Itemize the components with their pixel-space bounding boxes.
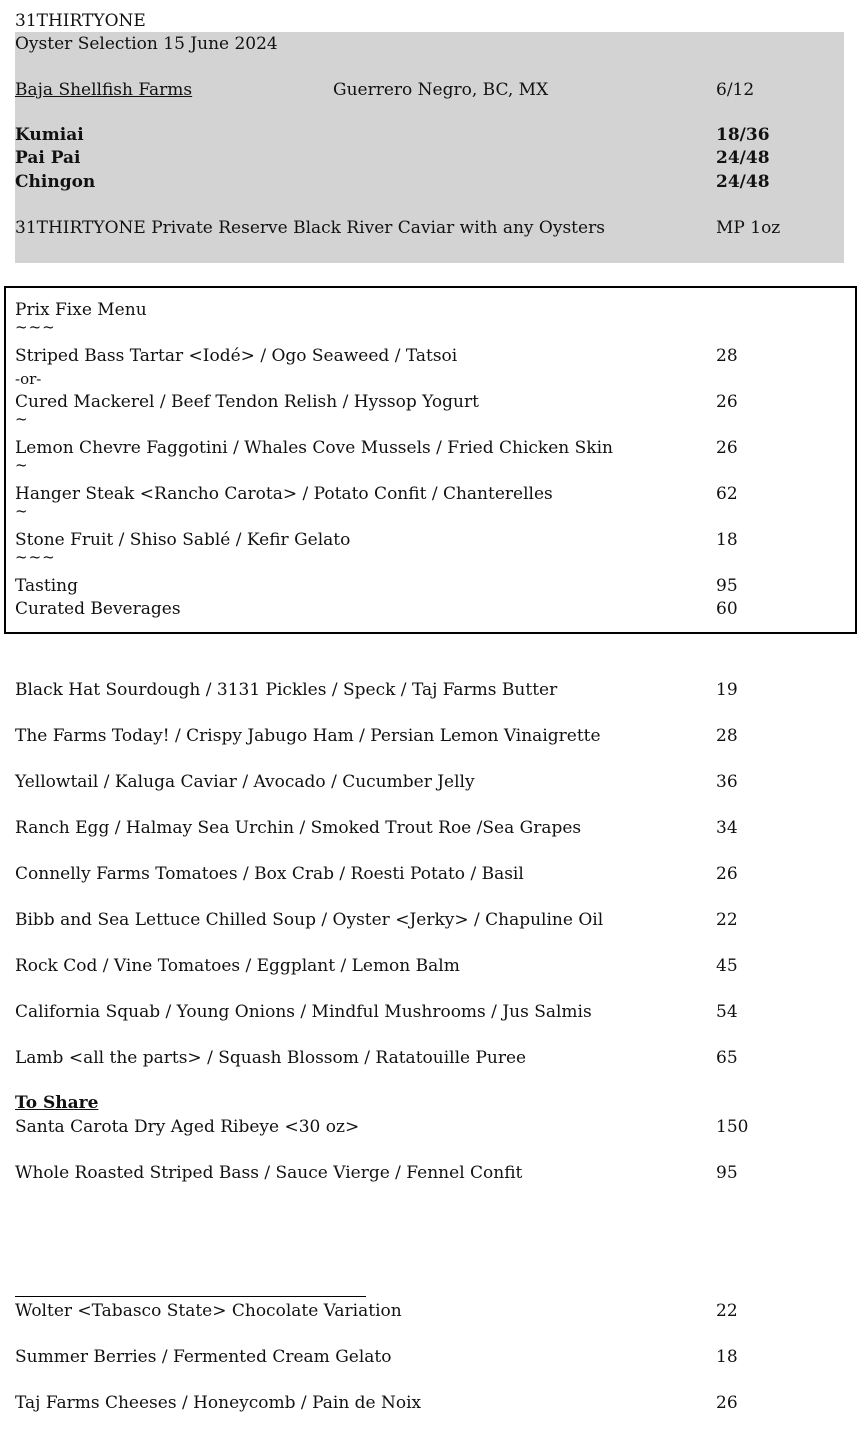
menu-item-name: Yellowtail / Kaluga Caviar / Avocado / Cucumber Jelly [15, 772, 475, 792]
prix-course-name: Lemon Chevre Faggotini / Whales Cove Mussels / Fried Chicken Skin [15, 438, 613, 458]
dessert-divider [15, 1296, 366, 1297]
or-separator: -or- [15, 370, 42, 388]
prix-course-price: 62 [716, 484, 738, 504]
dessert-item-price: 26 [716, 1393, 738, 1413]
menu-item-price: 19 [716, 680, 738, 700]
prix-course-name: Hanger Steak <Rancho Carota> / Potato Confit / Chanterelles [15, 484, 553, 504]
menu-item-price: 34 [716, 818, 738, 838]
menu-item-name: Connelly Farms Tomatoes / Box Crab / Roesti Potato / Basil [15, 864, 524, 884]
dessert-item-name: Summer Berries / Fermented Cream Gelato [15, 1347, 392, 1367]
prix-course-price: 28 [716, 346, 738, 366]
caviar-price: MP 1oz [716, 218, 781, 238]
menu-item-price: 26 [716, 864, 738, 884]
menu-item-name: Lamb <all the parts> / Squash Blossom / Ratatouille Puree [15, 1048, 527, 1068]
menu-item-price: 65 [716, 1048, 738, 1068]
restaurant-name: 31THIRTYONE [15, 11, 146, 31]
menu-item-name: The Farms Today! / Crispy Jabugo Ham / Persian Lemon Vinaigrette [15, 726, 601, 746]
oyster-item-name: Chingon [15, 172, 96, 192]
share-item-name: Whole Roasted Striped Bass / Sauce Vierge / Fennel Confit [15, 1163, 523, 1183]
oyster-item-price: 18/36 [716, 125, 770, 145]
beverages-label: Curated Beverages [15, 599, 181, 619]
oyster-heading: Oyster Selection 15 June 2024 [15, 34, 278, 54]
oyster-item-price: 24/48 [716, 172, 770, 192]
menu-item-name: Black Hat Sourdough / 3131 Pickles / Speck / Taj Farms Butter [15, 680, 558, 700]
prix-course-name: Stone Fruit / Shiso Sablé / Kefir Gelato [15, 530, 351, 550]
menu-item-price: 22 [716, 910, 738, 930]
caviar-item: 31THIRTYONE Private Reserve Black River Caviar with any Oysters [15, 218, 605, 238]
separator: ~~~ [15, 548, 56, 566]
prix-course-name: Cured Mackerel / Beef Tendon Relish / Hyssop Yogurt [15, 392, 479, 412]
separator: ~ [15, 410, 29, 428]
oyster-farm: Baja Shellfish Farms [15, 80, 193, 100]
share-item-price: 150 [716, 1117, 749, 1137]
oyster-item-name: Kumiai [15, 125, 84, 145]
menu-item-price: 54 [716, 1002, 738, 1022]
menu-item-price: 28 [716, 726, 738, 746]
oyster-farm-price: 6/12 [716, 80, 755, 100]
separator: ~~~ [15, 318, 56, 336]
separator: ~ [15, 502, 29, 520]
tasting-price: 95 [716, 576, 738, 596]
prix-course-name: Striped Bass Tartar <Iodé> / Ogo Seaweed / Tatsoi [15, 346, 458, 366]
oyster-item-price: 24/48 [716, 148, 770, 168]
menu-item-name: Bibb and Sea Lettuce Chilled Soup / Oyster <Jerky> / Chapuline Oil [15, 910, 604, 930]
oyster-item-name: Pai Pai [15, 148, 81, 168]
oyster-farm-location: Guerrero Negro, BC, MX [333, 80, 549, 100]
tasting-label: Tasting [15, 576, 78, 596]
menu-item-name: California Squab / Young Onions / Mindful Mushrooms / Jus Salmis [15, 1002, 592, 1022]
to-share-heading: To Share [15, 1093, 99, 1113]
prix-course-price: 26 [716, 438, 738, 458]
prix-course-price: 18 [716, 530, 738, 550]
menu-item-price: 36 [716, 772, 738, 792]
prix-course-price: 26 [716, 392, 738, 412]
dessert-item-price: 22 [716, 1301, 738, 1321]
menu-item-name: Ranch Egg / Halmay Sea Urchin / Smoked Trout Roe /Sea Grapes [15, 818, 582, 838]
prix-fixe-heading: Prix Fixe Menu [15, 300, 147, 320]
share-item-name: Santa Carota Dry Aged Ribeye <30 oz> [15, 1117, 360, 1137]
beverages-price: 60 [716, 599, 738, 619]
menu-item-price: 45 [716, 956, 738, 976]
dessert-item-name: Wolter <Tabasco State> Chocolate Variation [15, 1301, 402, 1321]
dessert-item-name: Taj Farms Cheeses / Honeycomb / Pain de Noix [15, 1393, 422, 1413]
separator: ~ [15, 456, 29, 474]
menu-item-name: Rock Cod / Vine Tomatoes / Eggplant / Lemon Balm [15, 956, 460, 976]
dessert-item-price: 18 [716, 1347, 738, 1367]
share-item-price: 95 [716, 1163, 738, 1183]
